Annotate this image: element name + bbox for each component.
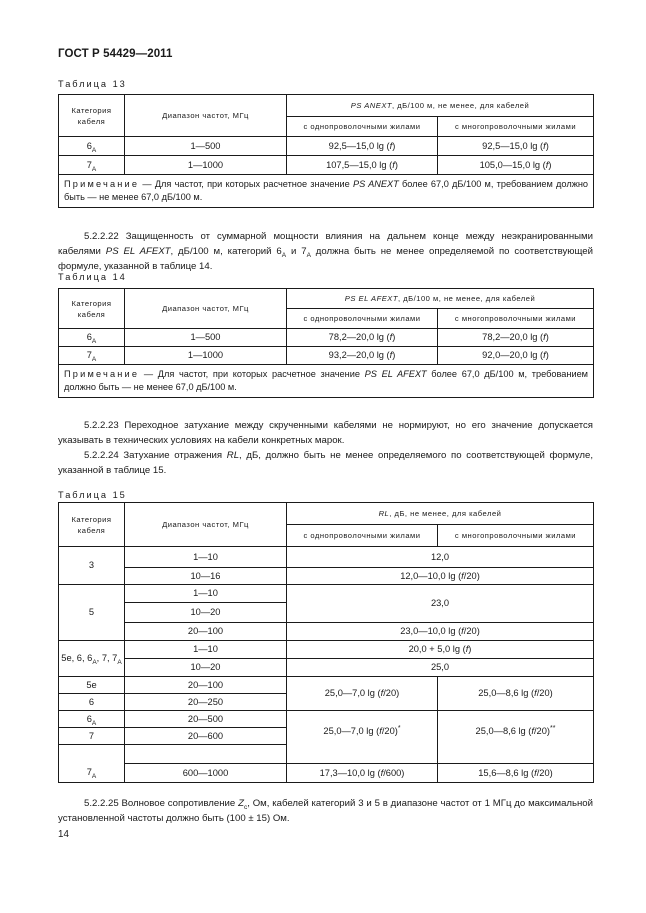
cell-solid: 25,0—7,0 lg (f/20) [287,677,438,711]
cell-value: 12,0—10,0 lg (f/20) [287,568,594,585]
cell-value: 23,0 [287,585,594,623]
cell-range: 10—20 [125,603,287,623]
cell-solid: 78,2—20,0 lg (f) [287,329,438,347]
table-row [59,764,594,783]
table-row [59,623,594,641]
cell-range: 10—20 [125,659,287,677]
cell-category: $7_A$ [59,156,125,175]
page-number: 14 [58,829,69,840]
cell-range: 1—10 [125,547,287,568]
cell-value: 23,0—10,0 lg (f/20) [287,623,594,641]
table-15-caption: Таблица 15 [58,490,127,500]
header-stranded: с многопроволочными жилами [438,309,594,329]
cell-category: 3 [59,547,125,585]
cell-solid: 17,3—10,0 lg (f/600) [287,764,438,783]
cell-stranded: 92,0—20,0 lg (f) [438,347,594,365]
cell-category: 5e, 6, $6_A$, 7, $7_A$ [59,641,125,677]
cell-stranded: 25,0—8,6 lg (f/20) [438,677,594,711]
table-row [59,347,594,365]
cell-solid: 93,2—20,0 lg (f) [287,347,438,365]
cell-range: 1—10 [125,585,287,603]
cell-value: 12,0 [287,547,594,568]
table-row [59,677,594,694]
header-category: Категория кабеля [59,289,125,329]
cell-stranded: 25,0—8,6 lg (f/20)** [438,711,594,764]
cell-stranded: 15,6—8,6 lg (f/20) [438,764,594,783]
cell-stranded: 92,5—15,0 lg (f) [438,137,594,156]
table-row [59,156,594,175]
cell-category: $6_A$ [59,329,125,347]
table-13 [58,94,594,208]
cell-stranded: 78,2—20,0 lg (f) [438,329,594,347]
header-solid: с однопроволочными жилами [287,117,438,137]
cell-range: 1—10 [125,641,287,659]
cell-category: $6_A$ [59,711,125,728]
cell-stranded: 105,0—15,0 lg (f) [438,156,594,175]
header-category: Категория кабеля [59,95,125,137]
header-range: Диапазон частот, МГц [125,95,287,137]
cell-category: 5e [59,677,125,694]
cell-range [125,745,287,764]
header-group: PS EL AFEXT, дБ/100 м, не менее, для кабелей [287,289,594,309]
header-group: PS ANEXT, дБ/100 м, не менее, для кабелей [287,95,594,117]
cell-range: 20—100 [125,677,287,694]
cell-range: 1—500 [125,137,287,156]
header-range: Диапазон частот, МГц [125,503,287,547]
paragraph-5-2-2-23: 5.2.2.23 Переходное затухание между скрученными кабелями не нормируют, но его значение допускается указывать в технических условиях на кабели конкретных марок. [58,420,593,446]
cell-range: 1—500 [125,329,287,347]
cell-range: 20—500 [125,711,287,728]
cell-category: $7_A$ [59,347,125,365]
header-range: Диапазон частот, МГц [125,289,287,329]
cell-solid: 107,5—15,0 lg (f) [287,156,438,175]
cell-category: 7 [59,728,125,745]
cell-solid: 25,0—7,0 lg (f/20)* [287,711,438,764]
table-row [59,568,594,585]
table-row [59,641,594,659]
cell-category: $7_A$ [59,745,125,783]
cell-range: 20—600 [125,728,287,745]
cell-value: 20,0 + 5,0 lg (f) [287,641,594,659]
cell-range: 1—1000 [125,347,287,365]
paragraph-5-2-2-24: 5.2.2.24 Затухание отражения RL, дБ, должно быть не менее определяемого по соответствующей формуле, указанной в таблице 15. [58,450,593,476]
table-15 [58,502,594,783]
table-row [59,329,594,347]
cell-solid: 92,5—15,0 lg (f) [287,137,438,156]
cell-category: 5 [59,585,125,641]
cell-range: 20—100 [125,623,287,641]
cell-category: $6_A$ [59,137,125,156]
table-row [59,659,594,677]
header-solid: с однопроволочными жилами [287,525,438,547]
document-header: ГОСТ Р 54429—2011 [58,48,173,60]
table-row [59,585,594,603]
cell-range: 20—250 [125,694,287,711]
table-row [59,137,594,156]
header-solid: с однопроволочными жилами [287,309,438,329]
header-stranded: с многопроволочными жилами [438,117,594,137]
table-row [59,711,594,728]
cell-range: 10—16 [125,568,287,585]
cell-value: 25,0 [287,659,594,677]
cell-range: 1—1000 [125,156,287,175]
table-14-note: Примечание — Для частот, при которых расчетное значение PS EL AFEXT более 67,0 дБ/100 м, требованием должно быть — не менее 67,0 дБ/100 м. [59,365,594,398]
cell-category: 6 [59,694,125,711]
table-13-caption: Таблица 13 [58,79,127,89]
header-category: Категория кабеля [59,503,125,547]
header-stranded: с многопроволочными жилами [438,525,594,547]
table-14-caption: Таблица 14 [58,272,127,282]
table-13-note: Примечание — Для частот, при которых расчетное значение PS ANEXT более 67,0 дБ/100 м, требованием должно быть — не менее 67,0 дБ/100 м. [59,175,594,208]
table-14 [58,288,594,398]
header-group: RL, дБ, не менее, для кабелей [287,503,594,525]
table-row [59,547,594,568]
cell-range: 600—1000 [125,764,287,783]
paragraph-5-2-2-25: 5.2.2.25 Волновое сопротивление $Z_c$, Ом, кабелей категорий 3 и 5 в диапазоне частот от 1 МГц до максимальной установленной частоты должно быть (100 ± 15) Ом. [58,798,593,824]
paragraph-5-2-2-22: 5.2.2.22 Защищенность от суммарной мощности влияния на дальнем конце между неэкранированными кабелями PS EL AFEXT, дБ/100 м, категорий $6_A$ и $7_A$ должна быть не менее определяемой по соответствующей формуле, указанной в таблице 14. [58,231,593,272]
